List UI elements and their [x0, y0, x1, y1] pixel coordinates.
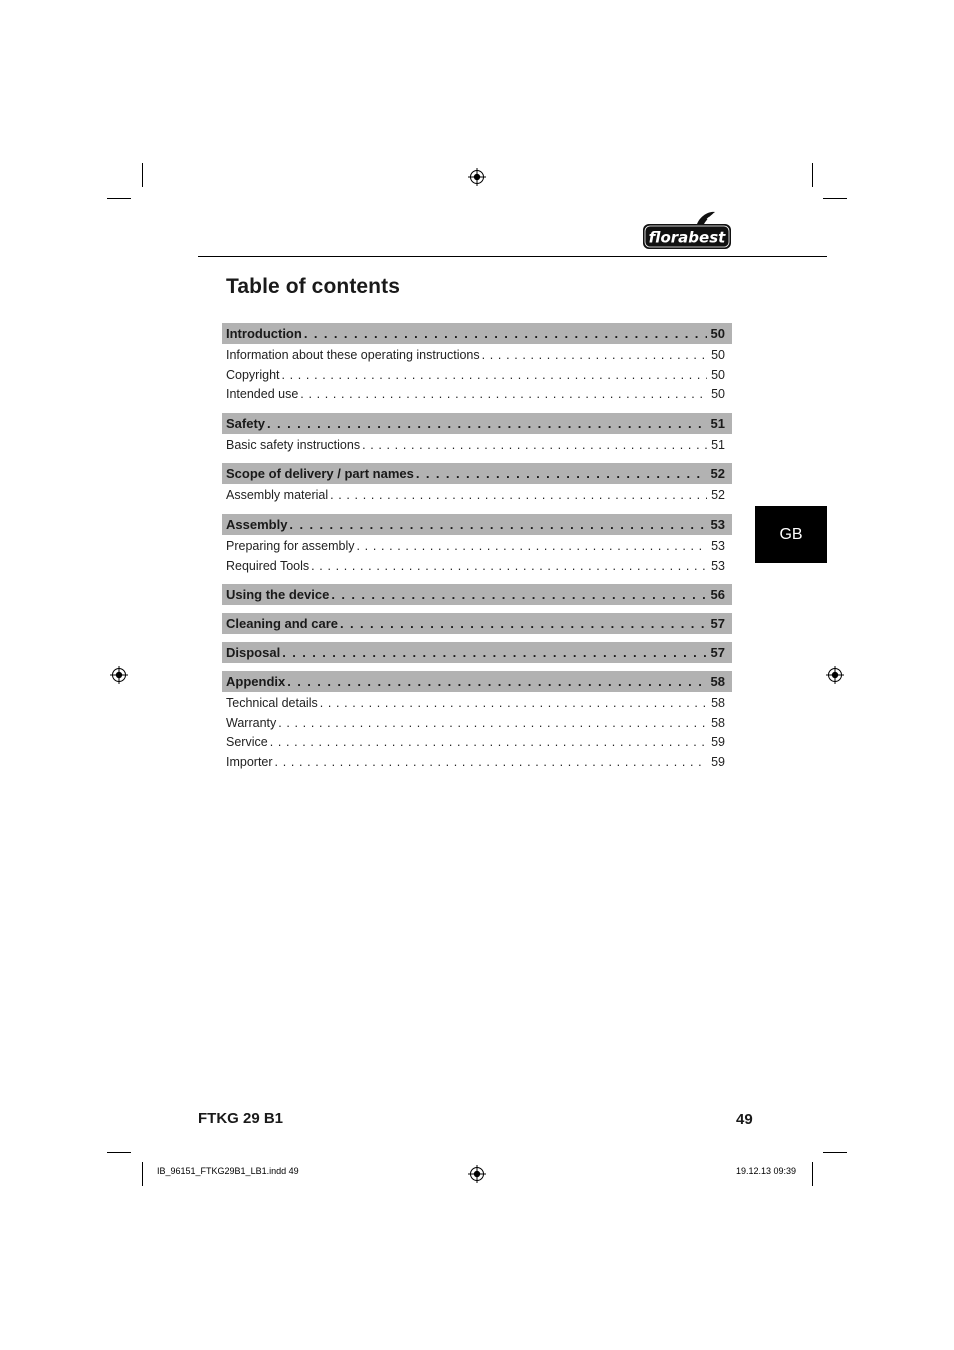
- crop-mark: [107, 198, 131, 199]
- crop-mark: [142, 1162, 143, 1186]
- toc-entry-label: Intended use: [226, 387, 299, 402]
- crop-mark: [812, 1162, 813, 1186]
- toc-entry-page: 52: [710, 466, 725, 482]
- toc-subentry: [222, 557, 732, 577]
- dot-leader: [340, 613, 707, 634]
- toc-section: [222, 514, 732, 535]
- toc-entry-label: Using the device: [226, 587, 330, 603]
- dot-leader: [300, 385, 707, 405]
- registration-mark-icon: [468, 1165, 486, 1183]
- toc-entry-page: 58: [711, 696, 725, 711]
- dot-leader: [362, 436, 707, 456]
- toc-entry-label: Safety: [226, 415, 266, 431]
- toc-subentry: [222, 714, 732, 734]
- toc-entry-label: Preparing for assembly: [226, 538, 355, 553]
- crop-mark: [823, 1152, 847, 1153]
- toc-entry-page: 59: [711, 754, 725, 769]
- toc-entry-label: Scope of delivery / part names: [226, 466, 414, 482]
- dot-leader: [320, 694, 707, 714]
- dot-leader: [331, 584, 706, 605]
- toc-entry-page: 53: [711, 558, 725, 573]
- registration-mark-icon: [110, 666, 128, 684]
- print-slug-file: IB_96151_FTKG29B1_LB1.indd 49: [157, 1166, 299, 1176]
- header-rule: [198, 256, 827, 257]
- toc-entry-page: 57: [710, 616, 725, 632]
- page-number: 49: [736, 1111, 753, 1128]
- toc-entry-page: 56: [710, 587, 725, 603]
- toc-entry-page: 51: [710, 415, 725, 431]
- page-title: Table of contents: [226, 275, 400, 298]
- toc-entry-label: Introduction: [226, 326, 302, 341]
- registration-mark-icon: [826, 666, 844, 684]
- toc-subentry: [222, 486, 732, 506]
- table-of-contents: [222, 323, 732, 773]
- dot-leader: [287, 671, 706, 692]
- toc-entry-page: 50: [711, 367, 725, 382]
- dot-leader: [275, 753, 708, 773]
- toc-section: [222, 642, 732, 663]
- toc-entry-label: Appendix: [226, 674, 286, 690]
- crop-mark: [142, 163, 143, 187]
- dot-leader: [289, 514, 706, 535]
- toc-entry-page: 53: [711, 538, 725, 553]
- model-number: FTKG 29 B1: [198, 1110, 284, 1127]
- dot-leader: [278, 714, 707, 734]
- dot-leader: [282, 642, 706, 663]
- toc-entry-label: Service: [226, 735, 268, 750]
- toc-entry-page: 58: [710, 674, 725, 690]
- toc-subentry: [222, 385, 732, 405]
- toc-entry-page: 52: [711, 488, 725, 503]
- dot-leader: [304, 323, 707, 344]
- dot-leader: [357, 537, 708, 557]
- brand-name: florabest: [648, 228, 726, 247]
- toc-entry-label: Cleaning and care: [226, 616, 338, 632]
- toc-entry-label: Assembly material: [226, 488, 329, 503]
- toc-entry-label: Importer: [226, 754, 273, 769]
- toc-entry-label: Copyright: [226, 367, 280, 382]
- dot-leader: [482, 346, 707, 366]
- toc-subentry: [222, 537, 732, 557]
- dot-leader: [416, 463, 707, 484]
- toc-section: [222, 323, 732, 344]
- dot-leader: [267, 413, 707, 434]
- toc-entry-label: Assembly: [226, 516, 288, 532]
- toc-entry-label: Warranty: [226, 715, 277, 730]
- toc-section: [222, 413, 732, 434]
- toc-subentry: [222, 694, 732, 714]
- toc-entry-label: Disposal: [226, 645, 281, 661]
- toc-section: [222, 613, 732, 634]
- print-slug-date: 19.12.13 09:39: [736, 1166, 797, 1176]
- dot-leader: [282, 366, 708, 386]
- crop-mark: [107, 1152, 131, 1153]
- toc-section: [222, 671, 732, 692]
- toc-entry-page: 51: [711, 437, 725, 452]
- dot-leader: [311, 557, 707, 577]
- toc-entry-label: Basic safety instructions: [226, 437, 361, 452]
- crop-mark: [823, 198, 847, 199]
- toc-entry-label: Information about these operating instructions: [226, 348, 480, 362]
- toc-entry-label: Technical details: [226, 696, 318, 711]
- toc-subentry: [222, 366, 732, 386]
- toc-section: [222, 463, 732, 484]
- toc-entry-page: 50: [711, 348, 725, 362]
- toc-subentry: [222, 436, 732, 456]
- florabest-logo: [641, 210, 733, 252]
- language-tab: GB: [755, 506, 827, 563]
- toc-subentry: [222, 753, 732, 773]
- registration-mark-icon: [468, 168, 486, 186]
- crop-mark: [812, 163, 813, 187]
- dot-leader: [270, 733, 707, 753]
- toc-subentry: [222, 346, 732, 366]
- toc-entry-page: 50: [710, 326, 725, 341]
- toc-section: [222, 584, 732, 605]
- toc-entry-page: 59: [711, 735, 725, 750]
- dot-leader: [330, 486, 707, 506]
- toc-entry-label: Required Tools: [226, 558, 310, 573]
- toc-subentry: [222, 733, 732, 753]
- toc-entry-page: 53: [710, 516, 725, 532]
- toc-entry-page: 58: [711, 715, 725, 730]
- toc-entry-page: 50: [711, 387, 725, 402]
- toc-entry-page: 57: [710, 645, 725, 661]
